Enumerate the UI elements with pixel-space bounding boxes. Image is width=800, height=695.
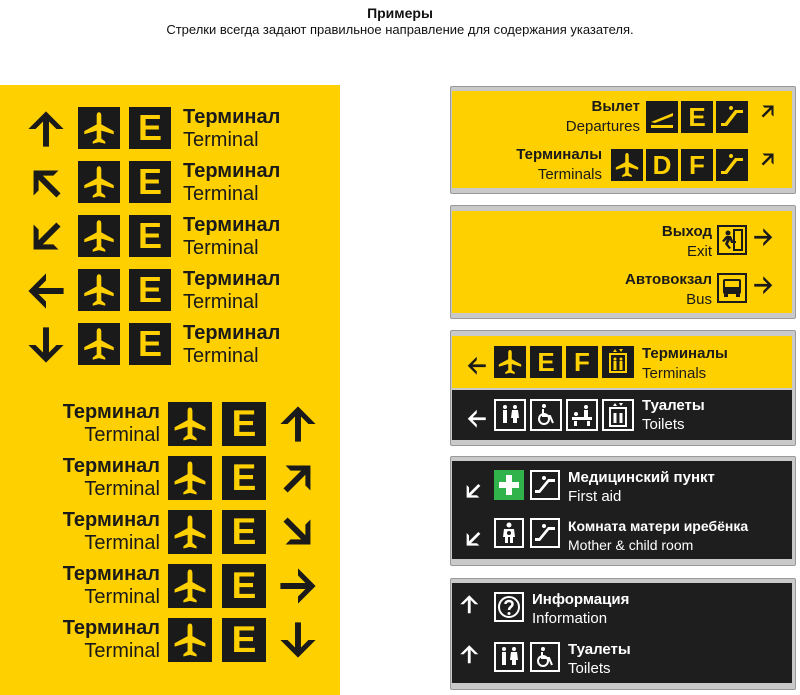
plane-icon: [78, 107, 120, 149]
first-aid-icon: [494, 470, 524, 500]
exit-en: Exit: [686, 243, 712, 260]
sign-exit: [452, 211, 792, 313]
terminal-letter-icon: E: [222, 618, 266, 662]
terminal-ru-label: Терминал: [183, 160, 281, 182]
plane-icon: [78, 161, 120, 203]
plane-icon: [78, 323, 120, 365]
toilets-ru: Туалеты: [642, 397, 705, 414]
terminal-letter-icon: E: [222, 510, 266, 554]
terminal-en-label: Terminal: [183, 129, 259, 151]
toilets-icon: [494, 399, 526, 431]
departures-ru: Вылет: [591, 98, 640, 115]
arrow-down-left-icon: [458, 519, 488, 549]
information-en: Information: [532, 610, 608, 627]
information-ru: Информация: [532, 591, 630, 608]
arrow-down-icon: [24, 323, 68, 367]
terminals-ru: Терминалы: [516, 146, 602, 163]
terminal-letter-d-icon: D: [646, 149, 678, 181]
terminal-letter-icon: E: [129, 215, 171, 257]
terminal-en-label: Terminal: [183, 183, 259, 205]
elevator-icon: [602, 399, 634, 431]
plane-icon: [494, 346, 526, 378]
plane-icon: [168, 618, 212, 662]
arrow-down-left-icon: [24, 215, 68, 259]
terminal-en-label: Terminal: [84, 532, 160, 554]
plane-icon: [168, 564, 212, 608]
sign-info: [452, 583, 792, 683]
terminal-ru-label: Терминал: [62, 509, 160, 531]
mother-child-icon: [494, 518, 524, 548]
terminal-ru-label: Терминал: [183, 268, 281, 290]
exit-icon: [717, 225, 747, 255]
plane-icon: [611, 149, 643, 181]
header-subtitle: Стрелки всегда задают правильное направление для содержания указателя.: [166, 22, 634, 37]
arrow-up-right-icon: [754, 151, 782, 179]
terminal-letter-e-icon: E: [530, 346, 562, 378]
arrow-right-icon: [752, 226, 782, 256]
arrow-down-icon: [276, 618, 320, 662]
terminal-letter-e-icon: E: [681, 101, 713, 133]
escalator-icon: [716, 101, 748, 133]
medical-ru: Медицинский пункт: [568, 469, 715, 486]
terminal-en-label: Terminal: [183, 237, 259, 259]
mother-child-ru: Комната матери иребёнка: [568, 518, 749, 534]
arrow-up-left-icon: [24, 161, 68, 205]
terminal-en-label: Terminal: [183, 345, 259, 367]
plane-icon: [78, 215, 120, 257]
arrow-down-left-icon: [458, 471, 488, 501]
plane-icon: [168, 402, 212, 446]
sign-terminals-top: [452, 336, 792, 388]
bus-icon: [717, 273, 747, 303]
header-title: Примеры: [367, 5, 433, 21]
mother-child-en: Mother & child room: [568, 537, 694, 553]
terminal-letter-icon: E: [129, 161, 171, 203]
elevator-icon: [602, 346, 634, 378]
terminal-ru-label: Терминал: [183, 106, 281, 128]
baby-changing-icon: [566, 399, 598, 431]
arrow-up-right-icon: [754, 103, 782, 131]
terminal-letter-icon: E: [129, 269, 171, 311]
terminal-en-label: Terminal: [84, 586, 160, 608]
terminal-letter-f-icon: F: [566, 346, 598, 378]
terminal-ru-label: Терминал: [183, 322, 281, 344]
terminal-ru-label: Терминал: [62, 455, 160, 477]
arrow-right-icon: [752, 274, 782, 304]
terminal-letter-icon: E: [129, 107, 171, 149]
terminal-ru-label: Терминал: [62, 563, 160, 585]
arrow-up-icon: [24, 107, 68, 151]
wheelchair-icon: [530, 642, 560, 672]
arrow-left-icon: [458, 400, 488, 430]
terminals-en: Terminals: [642, 365, 707, 382]
terminal-letter-icon: E: [129, 323, 171, 365]
information-icon: [494, 592, 524, 622]
exit-ru: Выход: [661, 223, 712, 240]
terminal-en-label: Terminal: [84, 478, 160, 500]
escalator-icon: [530, 470, 560, 500]
terminal-letter-f-icon: F: [681, 149, 713, 181]
toilets-icon: [494, 642, 524, 672]
terminal-letter-icon: E: [222, 456, 266, 500]
arrow-left-icon: [458, 347, 488, 377]
bus-station-en: Bus: [686, 291, 712, 308]
medical-en: First aid: [568, 488, 622, 505]
arrow-up-icon: [276, 402, 320, 446]
arrow-up-right-icon: [276, 456, 320, 500]
arrow-left-icon: [24, 269, 68, 313]
sign-medical: [452, 461, 792, 559]
departures-icon: [646, 101, 678, 133]
terminal-en-label: Terminal: [84, 424, 160, 446]
terminal-en-label: Terminal: [84, 640, 160, 662]
departures-en: Departures: [565, 118, 640, 135]
bus-station-ru: Автовокзал: [625, 271, 712, 288]
terminal-letter-icon: E: [222, 564, 266, 608]
sign-departures: [452, 91, 792, 188]
toilets-en: Toilets: [642, 416, 685, 433]
escalator-icon: [530, 518, 560, 548]
header: [0, 0, 800, 38]
terminal-ru-label: Терминал: [62, 401, 160, 423]
toilets-ru: Туалеты: [568, 641, 631, 658]
arrow-up-icon: [458, 593, 488, 623]
sign-toilets-bottom: [452, 390, 792, 440]
plane-icon: [168, 456, 212, 500]
arrow-right-icon: [276, 564, 320, 608]
terminal-en-label: Terminal: [183, 291, 259, 313]
wheelchair-icon: [530, 399, 562, 431]
terminals-en: Terminals: [537, 166, 602, 183]
toilets-en: Toilets: [568, 660, 611, 677]
arrow-down-right-icon: [276, 510, 320, 554]
terminals-ru: Терминалы: [642, 345, 728, 362]
plane-icon: [78, 269, 120, 311]
terminal-ru-label: Терминал: [62, 617, 160, 639]
escalator-icon: [716, 149, 748, 181]
arrow-up-icon: [458, 643, 488, 673]
terminal-ru-label: Терминал: [183, 214, 281, 236]
terminal-letter-icon: E: [222, 402, 266, 446]
plane-icon: [168, 510, 212, 554]
